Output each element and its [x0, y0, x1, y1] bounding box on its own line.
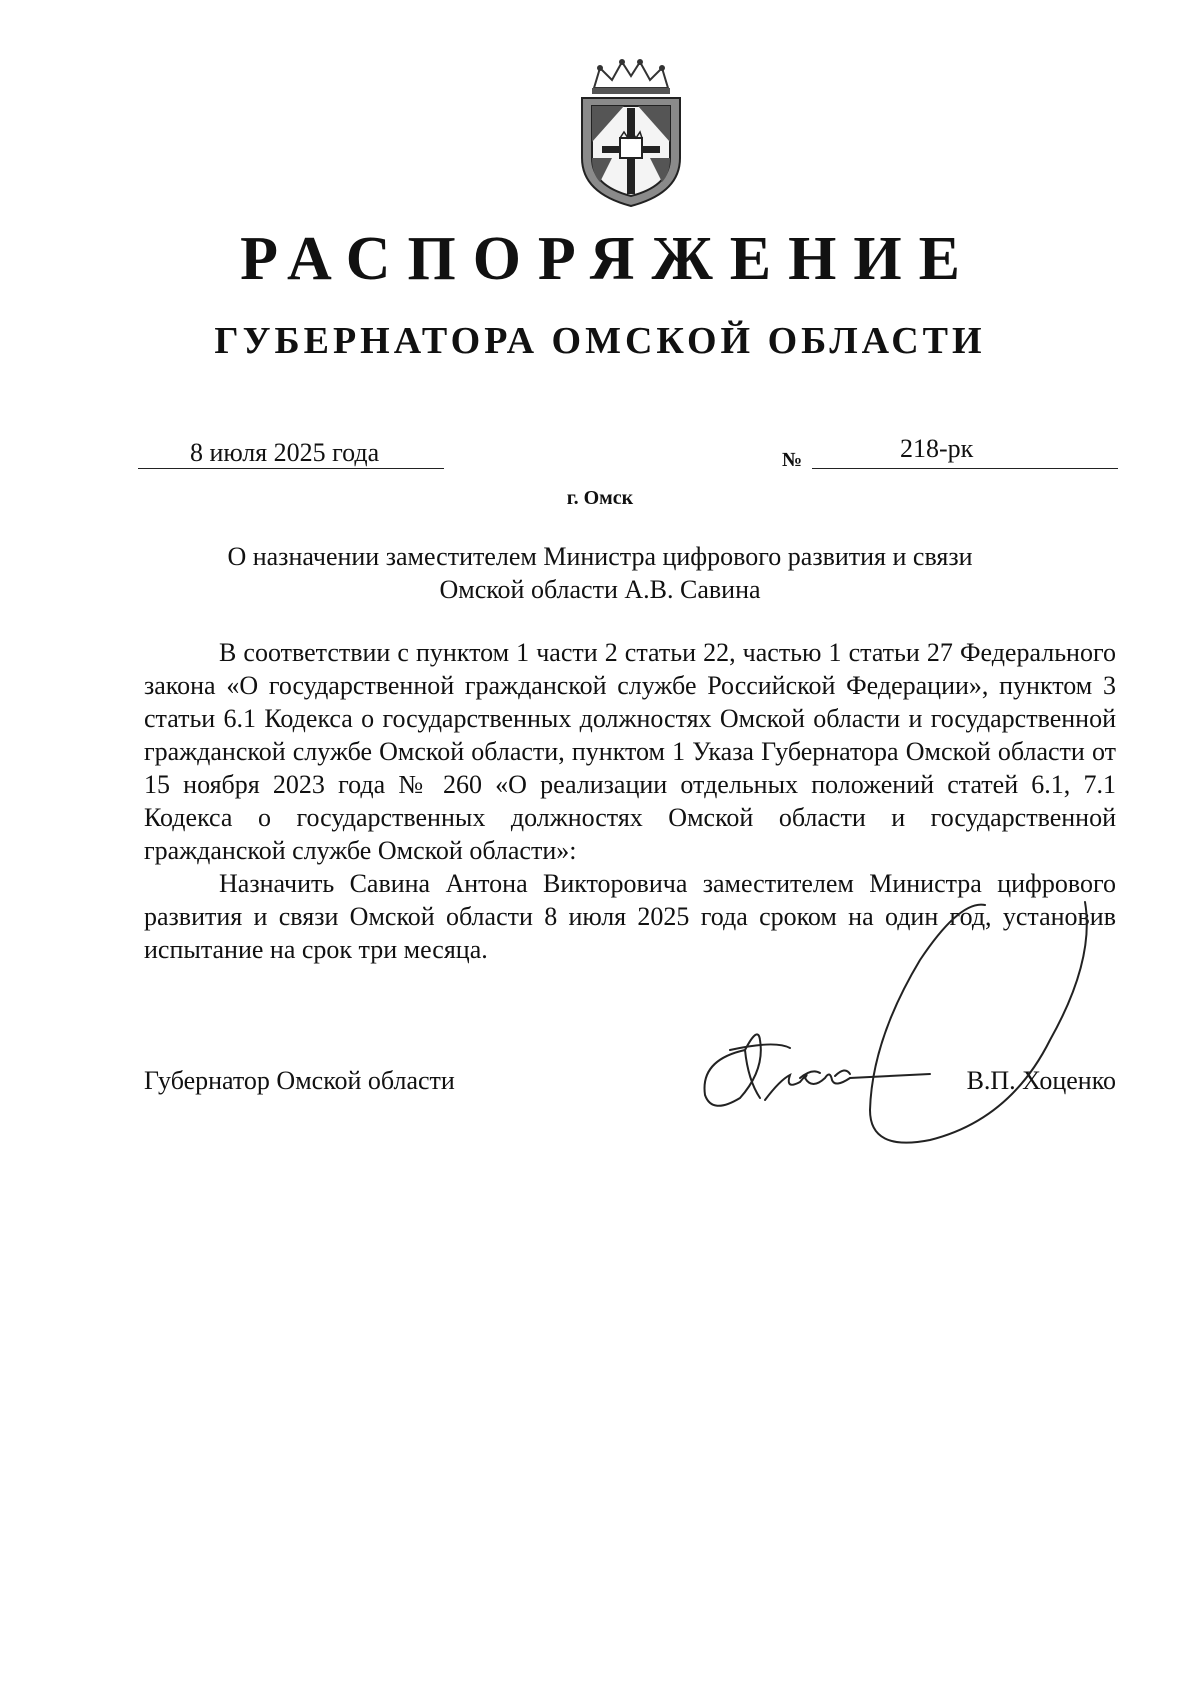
- omsk-coat-of-arms-icon: [572, 58, 690, 208]
- subject-line: О назначении заместителем Министра цифрового развития и связи: [227, 542, 973, 571]
- body-paragraph: Назначить Савина Антона Викторовича заместителем Министра цифрового развития и связи Омской области 8 июля 2025 года сроком на один год, установив испытание на срок три месяца.: [144, 869, 1116, 964]
- document-date: 8 июля 2025 года: [190, 438, 380, 467]
- subject-line: Омской области А.В. Савина: [439, 575, 761, 604]
- date-field: [138, 438, 444, 469]
- document-subtitle: ГУБЕРНАТОРА ОМСКОЙ ОБЛАСТИ: [214, 320, 986, 362]
- number-field: [812, 434, 1118, 469]
- document-subject: [200, 540, 1000, 606]
- signature-block: [144, 1064, 1116, 1104]
- document-body: [144, 636, 1116, 966]
- document-number: 218-рк: [900, 434, 974, 463]
- document-title: РАСПОРЯЖЕНИЕ: [240, 225, 977, 293]
- body-paragraph: В соответствии с пунктом 1 части 2 статьи 22, частью 1 статьи 27 Федерального закона «О государственной гражданской службе Российской Федерации», пунктом 3 статьи 6.1 Кодекса о государственных должностях Омской области и государственной гражданской службе Омской области, пунктом 1 Указа Губернатора Омской области от 15 ноября 2023 года № 260 «О реализации отдельных положений статей 6.1, 7.1 Кодекса о государственных должностях Омской области и государственной гражданской службе Омской области»:: [144, 638, 1116, 865]
- signatory-name: В.П. Хоценко: [966, 1066, 1116, 1095]
- number-sign: №: [782, 449, 803, 471]
- signatory-role: Губернатор Омской области: [144, 1066, 455, 1095]
- document-city: г. Омск: [566, 487, 634, 509]
